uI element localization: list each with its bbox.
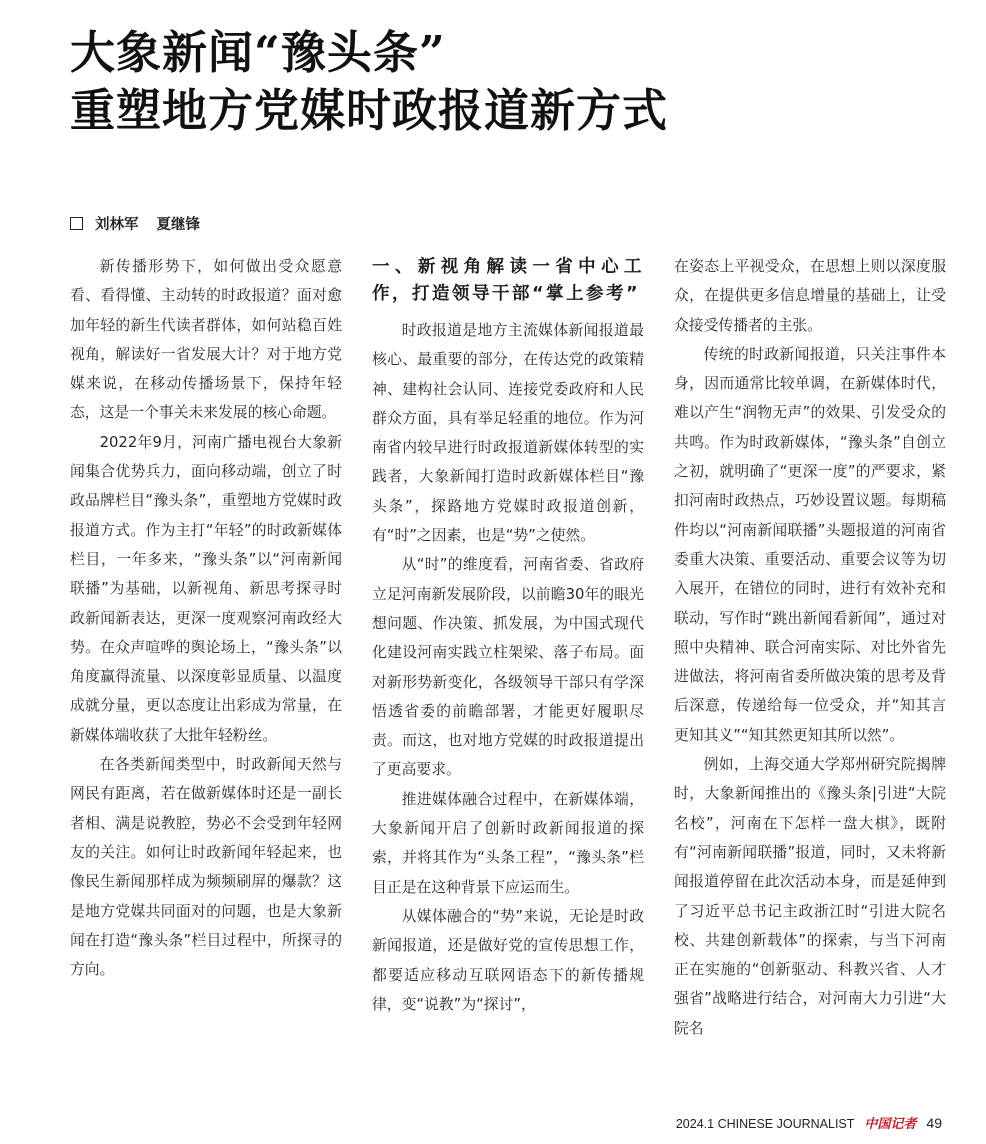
column-2 — [372, 252, 644, 1019]
paragraph: 推进媒体融合过程中，在新媒体端，大象新闻开启了创新时政新闻报道的探索，并将其作为“头条工程”，“豫头条”栏目正是在这种背景下应运而生。 — [372, 790, 644, 896]
paragraph: 2022年9月，河南广播电视台大象新闻集合优势兵力，面向移动端，创立了时政品牌栏目“豫头条”，重塑地方党媒时政报道方式。作为主打“年轻”的时政新媒体栏目，一年多来，“豫头条”以“河南新闻联播”为基础，以新视角、新思考探寻时政新闻新表达，更深一度观察河南政经大势。在众声喧哗的舆论场上，“豫头条”以角度赢得流量、以深度彰显质量、以温度成就分量，更以态度让出彩成为常量，在新媒体端收获了大批年轻粉丝。 — [70, 433, 342, 744]
author-1: 刘林军 — [95, 217, 139, 233]
paragraph: 传统的时政新闻报道，只关注事件本身，因而通常比较单调，在新媒体时代，难以产生“润物无声”的效果、引发受众的共鸣。作为时政新媒体，“豫头条”自创立之初，就明确了“更深一度”的严要求，紧扣河南时政热点，巧妙设置议题。每期稿件均以“河南新闻联播”头题报道的河南省委重大决策、重要活动、重要会议等为切入展开，在错位的同时，进行有效补充和联动，写作时“跳出新闻看新闻”，通过对照中央精神、联合河南实际、对比外省先进做法，将河南省委所做决策的思考及背后深意，传递给每一位受众，并“知其言更知其义”“知其然更知其所以然”。 — [674, 345, 946, 744]
title-line-2: 重塑地方党媒时政报道新方式 — [70, 84, 669, 137]
paragraph: 新传播形势下，如何做出受众愿意看、看得懂、主动转的时政报道？面对愈加年轻的新生代读者群体，如何站稳百姓视角，解读好一省发展大计？对于地方党媒来说，在移动传播场景下，保持年轻态，这是一个事关未来发展的核心命题。 — [70, 258, 342, 422]
column-3 — [674, 252, 946, 1043]
paragraph: 在姿态上平视受众，在思想上则以深度服众，在提供更多信息增量的基础上，让受众接受传播者的主张。 — [674, 258, 946, 334]
byline — [70, 213, 218, 234]
byline-square-icon — [70, 217, 83, 230]
section-heading: 一、新视角解读一省中心工作，打造领导干部“掌上参考” — [372, 257, 644, 304]
paragraph: 例如，上海交通大学郑州研究院揭牌时，大象新闻推出的《豫头条|引进“大院名校”，河南在下怎样一盘大棋》，既附有“河南新闻联播”报道，同时，又未将新闻报道停留在此次活动本身，而是延伸到了习近平总书记主政浙江时“引进大院名校、共建创新载体”的探索，与当下河南正在实施的“创新驱动、科教兴省、人才强省”战略进行结合，对河南大力引进“大院名 — [674, 756, 946, 1037]
page-number: 49 — [926, 1115, 942, 1131]
paragraph: 从“时”的维度看，河南省委、省政府立足河南新发展阶段，以前瞻30年的眼光想问题、作决策、抓发展，为中国式现代化建设河南实践立柱架梁、落子布局。面对新形势新变化，各级领导干部只有学深悟透省委的前瞻部署，才能更好履职尽责。而这，也对地方党媒的时政报道提出了更高要求。 — [372, 556, 644, 779]
paragraph: 在各类新闻类型中，时政新闻天然与网民有距离，若在做新媒体时还是一副长者相、满是说教腔，势必不会受到年轻网友的关注。如何让时政新闻年轻起来，也像民生新闻那样成为频频刷屏的爆款？这是地方党媒共同面对的问题，也是大象新闻在打造“豫头条”栏目过程中，所探寻的方向。 — [70, 756, 342, 979]
author-2: 夏继锋 — [156, 217, 200, 233]
title-line-1: 大象新闻“豫头条” — [70, 26, 446, 79]
paragraph: 从媒体融合的“势”来说，无论是时政新闻报道，还是做好党的宣传思想工作，都要适应移动互联网语态下的新传播规律，变“说教”为“探讨”， — [372, 907, 644, 1013]
article-title — [70, 24, 950, 140]
paragraph: 时政报道是地方主流媒体新闻报道最核心、最重要的部分，在传达党的政策精神、建构社会认同、连接党委政府和人民群众方面，具有举足轻重的地位。作为河南省内较早进行时政报道新媒体转型的实践者，大象新闻打造时政新媒体栏目“豫头条”，探路地方党媒时政报道创新，有“时”之因素，也是“势”之使然。 — [372, 322, 644, 545]
issue-label: 2024.1 CHINESE JOURNALIST — [675, 1117, 855, 1131]
column-1 — [70, 252, 342, 984]
journal-logo: 中国记者 — [864, 1117, 917, 1132]
page-footer — [676, 1113, 942, 1132]
